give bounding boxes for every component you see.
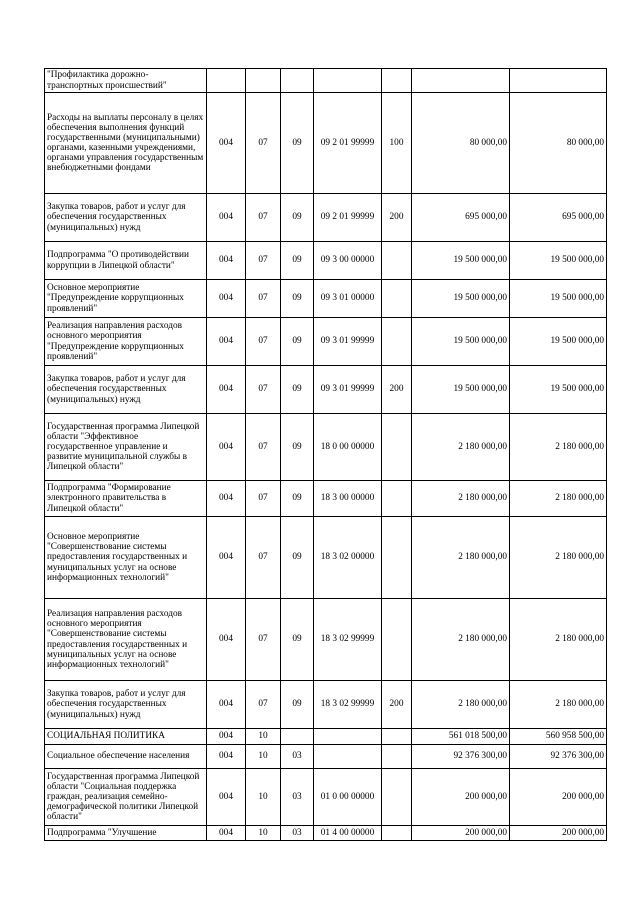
row-target-article: [314, 729, 382, 745]
row-expense-type: [382, 769, 412, 826]
row-amount-year2: 19 500 000,00: [510, 318, 607, 366]
row-amount-year1: 561 018 500,00: [412, 729, 510, 745]
row-amount-year2: 200 000,00: [510, 826, 607, 841]
row-subsection-code: [281, 729, 314, 745]
table-row: [45, 745, 607, 769]
row-expense-type: [382, 69, 412, 93]
row-amount-year1: 2 180 000,00: [412, 599, 510, 681]
row-amount-year2: 2 180 000,00: [510, 599, 607, 681]
row-amount-year1: 19 500 000,00: [412, 242, 510, 280]
row-name: Подпрограмма "Формирование электронного правительства в Липецкой области": [45, 481, 207, 517]
row-subsection-code: 09: [281, 194, 314, 242]
row-expense-type: [382, 517, 412, 599]
row-expense-type: [382, 242, 412, 280]
row-subsection-code: 03: [281, 826, 314, 841]
row-amount-year1: 2 180 000,00: [412, 414, 510, 481]
row-target-article: 18 0 00 00000: [314, 414, 382, 481]
row-section-code: 07: [246, 280, 281, 318]
row-section-code: 07: [246, 481, 281, 517]
row-name: Государственная программа Липецкой области "Социальная поддержка граждан, реализация семейно-демографической политики Липецкой области": [45, 769, 207, 826]
table-row: [45, 69, 607, 93]
row-admin-code: 004: [207, 481, 246, 517]
row-admin-code: 004: [207, 280, 246, 318]
row-expense-type: [382, 826, 412, 841]
table-row: [45, 729, 607, 745]
row-section-code: 07: [246, 517, 281, 599]
row-subsection-code: 09: [281, 599, 314, 681]
table-row: [45, 280, 607, 318]
row-name: Расходы на выплаты персоналу в целях обеспечения выполнения функций государственными (муниципальными) органами, казенными учреждениями, органами управления государственным внебюджетными фондами: [45, 93, 207, 194]
row-amount-year2: 200 000,00: [510, 769, 607, 826]
row-subsection-code: 09: [281, 681, 314, 729]
row-subsection-code: 09: [281, 481, 314, 517]
row-admin-code: 004: [207, 826, 246, 841]
table-row: [45, 681, 607, 729]
row-target-article: [314, 69, 382, 93]
table-body: [45, 69, 607, 841]
row-admin-code: 004: [207, 242, 246, 280]
row-name: "Профилактика дорожно-транспортных происшествий": [45, 69, 207, 93]
table-row: [45, 769, 607, 826]
row-section-code: 07: [246, 366, 281, 414]
row-admin-code: 004: [207, 318, 246, 366]
row-expense-type: 100: [382, 93, 412, 194]
row-amount-year1: 19 500 000,00: [412, 366, 510, 414]
row-target-article: 18 3 02 99999: [314, 681, 382, 729]
row-admin-code: 004: [207, 745, 246, 769]
row-admin-code: 004: [207, 599, 246, 681]
row-subsection-code: 09: [281, 242, 314, 280]
row-admin-code: 004: [207, 729, 246, 745]
row-target-article: 01 4 00 00000: [314, 826, 382, 841]
row-target-article: 09 2 01 99999: [314, 194, 382, 242]
row-subsection-code: 03: [281, 745, 314, 769]
row-section-code: 07: [246, 194, 281, 242]
row-amount-year2: 2 180 000,00: [510, 481, 607, 517]
row-subsection-code: [281, 69, 314, 93]
row-amount-year2: 19 500 000,00: [510, 242, 607, 280]
row-expense-type: [382, 729, 412, 745]
row-expense-type: 200: [382, 681, 412, 729]
row-section-code: 10: [246, 729, 281, 745]
row-amount-year2: 19 500 000,00: [510, 280, 607, 318]
row-admin-code: 004: [207, 769, 246, 826]
table-row: [45, 414, 607, 481]
row-section-code: [246, 69, 281, 93]
row-amount-year2: 2 180 000,00: [510, 414, 607, 481]
row-target-article: 09 2 01 99999: [314, 93, 382, 194]
table-row: [45, 194, 607, 242]
row-subsection-code: 09: [281, 414, 314, 481]
row-target-article: 18 3 02 99999: [314, 599, 382, 681]
row-target-article: 09 3 01 00000: [314, 280, 382, 318]
row-target-article: 09 3 00 00000: [314, 242, 382, 280]
row-admin-code: 004: [207, 414, 246, 481]
table-row: [45, 826, 607, 841]
row-section-code: 07: [246, 599, 281, 681]
row-name: Закупка товаров, работ и услуг для обеспечения государственных (муниципальных) нужд: [45, 681, 207, 729]
row-amount-year1: 695 000,00: [412, 194, 510, 242]
table-row: [45, 366, 607, 414]
row-section-code: 10: [246, 769, 281, 826]
row-amount-year1: 19 500 000,00: [412, 280, 510, 318]
row-name: Реализация направления расходов основного мероприятия "Совершенствование системы предоставления государственных и муниципальных услуг на основе информационных технологий": [45, 599, 207, 681]
row-admin-code: [207, 69, 246, 93]
row-expense-type: [382, 318, 412, 366]
row-name: Основное мероприятие "Совершенствование системы предоставления государственных и муниципальных услуг на основе информационных технологий": [45, 517, 207, 599]
row-target-article: 09 3 01 99999: [314, 366, 382, 414]
table-row: [45, 93, 607, 194]
row-expense-type: [382, 745, 412, 769]
row-name: Государственная программа Липецкой области "Эффективное государственное управление и развитие муниципальной службы в Липецкой области": [45, 414, 207, 481]
row-amount-year2: 80 000,00: [510, 93, 607, 194]
row-amount-year1: 2 180 000,00: [412, 681, 510, 729]
row-amount-year1: 80 000,00: [412, 93, 510, 194]
row-admin-code: 004: [207, 681, 246, 729]
row-target-article: 18 3 02 00000: [314, 517, 382, 599]
row-expense-type: 200: [382, 194, 412, 242]
row-expense-type: [382, 481, 412, 517]
row-amount-year2: 560 958 500,00: [510, 729, 607, 745]
row-amount-year1: [412, 69, 510, 93]
row-section-code: 07: [246, 93, 281, 194]
row-target-article: 09 3 01 99999: [314, 318, 382, 366]
row-name: Закупка товаров, работ и услуг для обеспечения государственных (муниципальных) нужд: [45, 194, 207, 242]
table-row: [45, 517, 607, 599]
row-subsection-code: 03: [281, 769, 314, 826]
row-name: Реализация направления расходов основного мероприятия "Предупреждение коррупционных проявлений": [45, 318, 207, 366]
row-section-code: 07: [246, 242, 281, 280]
row-expense-type: [382, 599, 412, 681]
row-expense-type: 200: [382, 366, 412, 414]
row-amount-year2: [510, 69, 607, 93]
table-row: [45, 481, 607, 517]
row-section-code: 07: [246, 318, 281, 366]
row-section-code: 10: [246, 745, 281, 769]
row-name: СОЦИАЛЬНАЯ ПОЛИТИКА: [45, 729, 207, 745]
table-row: [45, 318, 607, 366]
row-admin-code: 004: [207, 93, 246, 194]
budget-table: [44, 68, 607, 841]
row-amount-year1: 92 376 300,00: [412, 745, 510, 769]
row-target-article: [314, 745, 382, 769]
row-target-article: 01 0 00 00000: [314, 769, 382, 826]
row-target-article: 18 3 00 00000: [314, 481, 382, 517]
table-row: [45, 599, 607, 681]
row-amount-year1: 2 180 000,00: [412, 517, 510, 599]
row-subsection-code: 09: [281, 93, 314, 194]
row-amount-year2: 695 000,00: [510, 194, 607, 242]
row-amount-year2: 2 180 000,00: [510, 681, 607, 729]
row-amount-year1: 200 000,00: [412, 769, 510, 826]
row-admin-code: 004: [207, 194, 246, 242]
row-admin-code: 004: [207, 517, 246, 599]
row-amount-year2: 2 180 000,00: [510, 517, 607, 599]
row-subsection-code: 09: [281, 366, 314, 414]
row-name: Подпрограмма "Улучшение: [45, 826, 207, 841]
row-name: Основное мероприятие "Предупреждение коррупционных проявлений": [45, 280, 207, 318]
row-amount-year1: 19 500 000,00: [412, 318, 510, 366]
row-expense-type: [382, 414, 412, 481]
row-name: Социальное обеспечение населения: [45, 745, 207, 769]
row-name: Подпрограмма "О противодействии коррупции в Липецкой области": [45, 242, 207, 280]
row-amount-year1: 2 180 000,00: [412, 481, 510, 517]
row-subsection-code: 09: [281, 280, 314, 318]
row-section-code: 07: [246, 414, 281, 481]
row-subsection-code: 09: [281, 318, 314, 366]
row-expense-type: [382, 280, 412, 318]
row-section-code: 07: [246, 681, 281, 729]
row-amount-year1: 200 000,00: [412, 826, 510, 841]
row-amount-year2: 92 376 300,00: [510, 745, 607, 769]
row-section-code: 10: [246, 826, 281, 841]
row-subsection-code: 09: [281, 517, 314, 599]
row-name: Закупка товаров, работ и услуг для обеспечения государственных (муниципальных) нужд: [45, 366, 207, 414]
table-row: [45, 242, 607, 280]
row-admin-code: 004: [207, 366, 246, 414]
row-amount-year2: 19 500 000,00: [510, 366, 607, 414]
